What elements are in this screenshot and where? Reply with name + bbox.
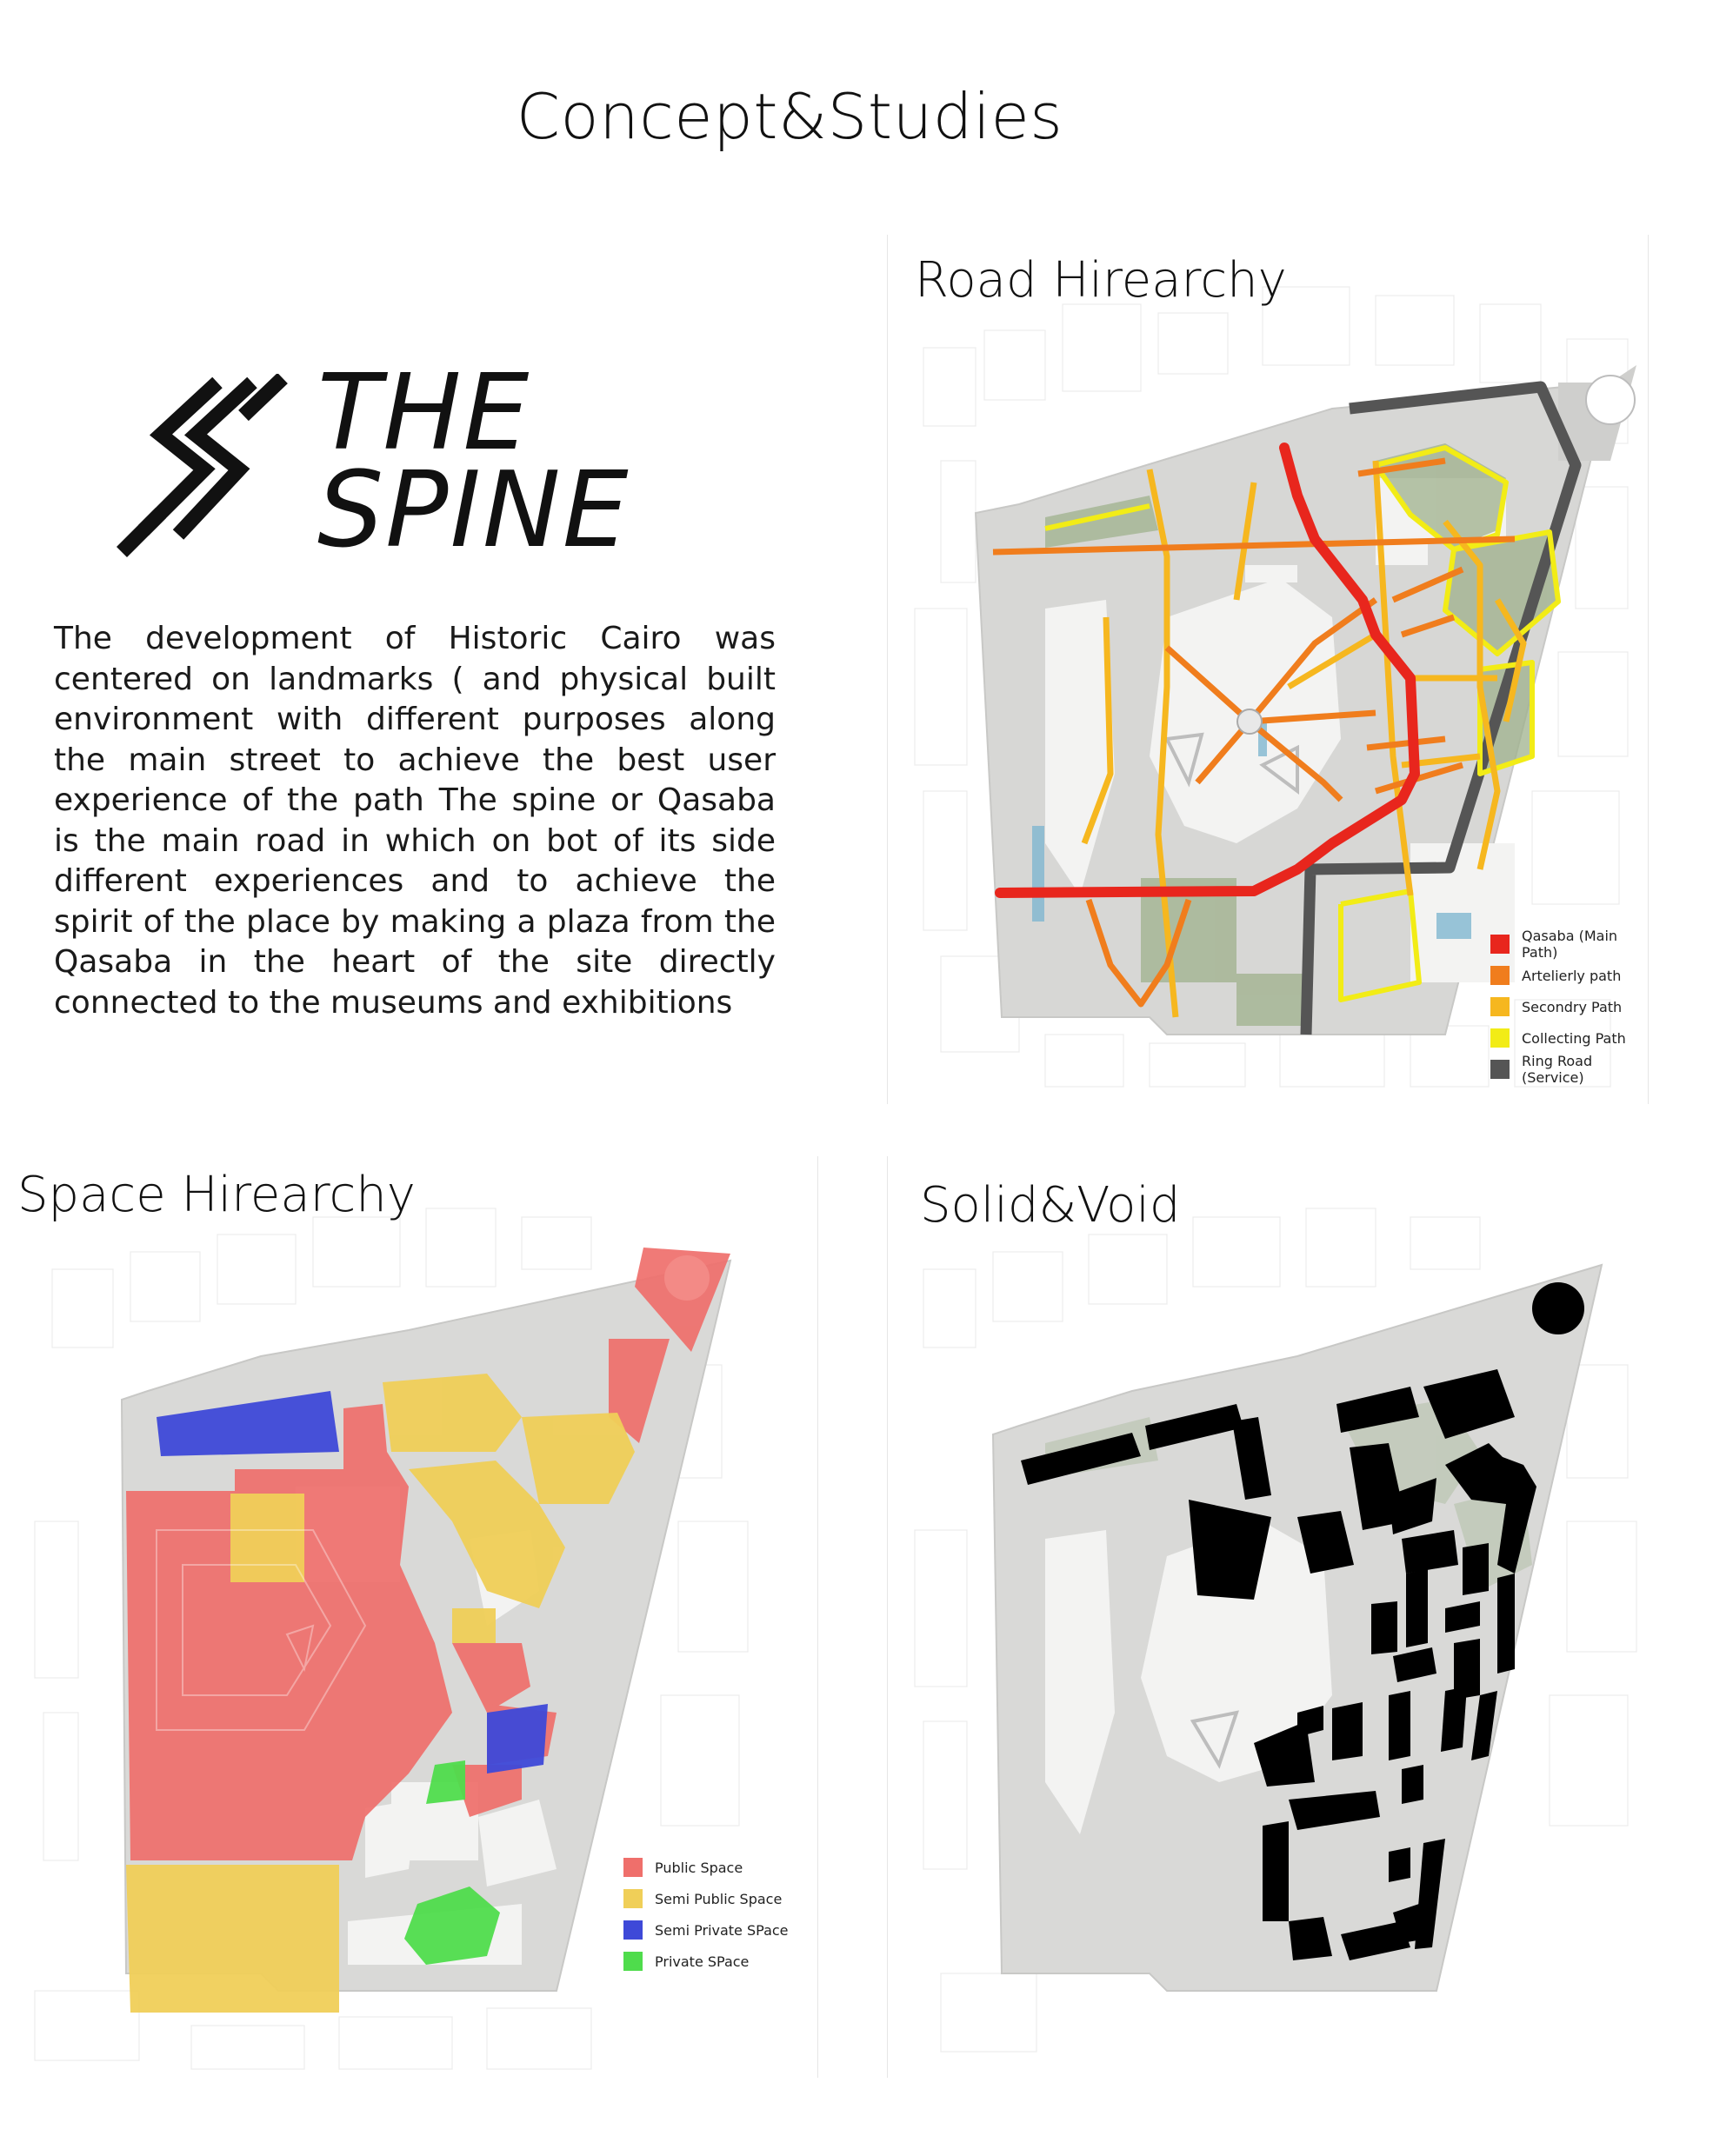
legend-swatch <box>1490 966 1510 985</box>
legend-item <box>623 1946 789 1977</box>
panel-divider <box>817 1156 818 2078</box>
spine-logo-icon <box>113 374 296 561</box>
legend-swatch <box>1490 1028 1510 1048</box>
legend-swatch <box>623 1858 643 1877</box>
solid-void-map <box>889 1156 1647 2078</box>
space-hierarchy-panel <box>0 1156 816 2078</box>
solid-void-panel <box>889 1156 1647 2078</box>
logo-line-2: SPINE <box>317 450 630 571</box>
legend-label: Qasaba (Main Path) <box>1522 928 1618 961</box>
the-spine-logo <box>113 353 670 571</box>
space-hierarchy-title: Space Hirearchy <box>17 1167 416 1223</box>
legend-swatch <box>623 1920 643 1940</box>
logo-line-1: THE <box>317 353 531 474</box>
page-title: Concept&Studies <box>516 80 1063 153</box>
legend-item <box>623 1883 789 1914</box>
legend-label: Artelierly path <box>1522 967 1622 984</box>
legend-swatch <box>1490 997 1510 1016</box>
legend-item <box>1490 1054 1647 1085</box>
legend-swatch <box>1490 935 1510 954</box>
road-legend <box>1490 928 1647 1085</box>
legend-swatch <box>1490 1060 1510 1079</box>
space-legend <box>623 1852 789 1977</box>
legend-label: Collecting Path <box>1522 1029 1626 1047</box>
panel-divider <box>887 1156 888 2078</box>
legend-label: Secondry Path <box>1522 998 1623 1015</box>
legend-item <box>1490 991 1647 1022</box>
legend-item <box>1490 960 1647 991</box>
panel-divider <box>887 235 888 1104</box>
legend-item <box>1490 928 1647 960</box>
panel-divider <box>1648 235 1649 1104</box>
legend-item <box>1490 1022 1647 1054</box>
legend-swatch <box>623 1889 643 1908</box>
legend-label: Public Space <box>655 1859 743 1876</box>
road-hierarchy-panel <box>889 235 1647 1104</box>
concept-description: The development of Historic Cairo was centered on landmarks ( and physical built environment with different purposes along the main street to achieve the best user experience of the path The spine or Qasaba is the main road in which on bot of its side different experiences and to achieve the spirit of the place by making a plaza from the Qasaba in the heart of the site directly connected to the museums and exhibitions <box>54 621 776 1021</box>
legend-label: Semi Public Space <box>655 1890 783 1907</box>
legend-item <box>623 1914 789 1946</box>
legend-item <box>623 1852 789 1883</box>
legend-label: Ring Road (Service) <box>1522 1053 1593 1086</box>
solid-void-title: Solid&Void <box>920 1177 1181 1234</box>
legend-label: Private SPace <box>655 1953 750 1970</box>
road-hierarchy-title: Road Hirearchy <box>915 252 1287 309</box>
legend-label: Semi Private SPace <box>655 1921 789 1939</box>
legend-swatch <box>623 1952 643 1971</box>
